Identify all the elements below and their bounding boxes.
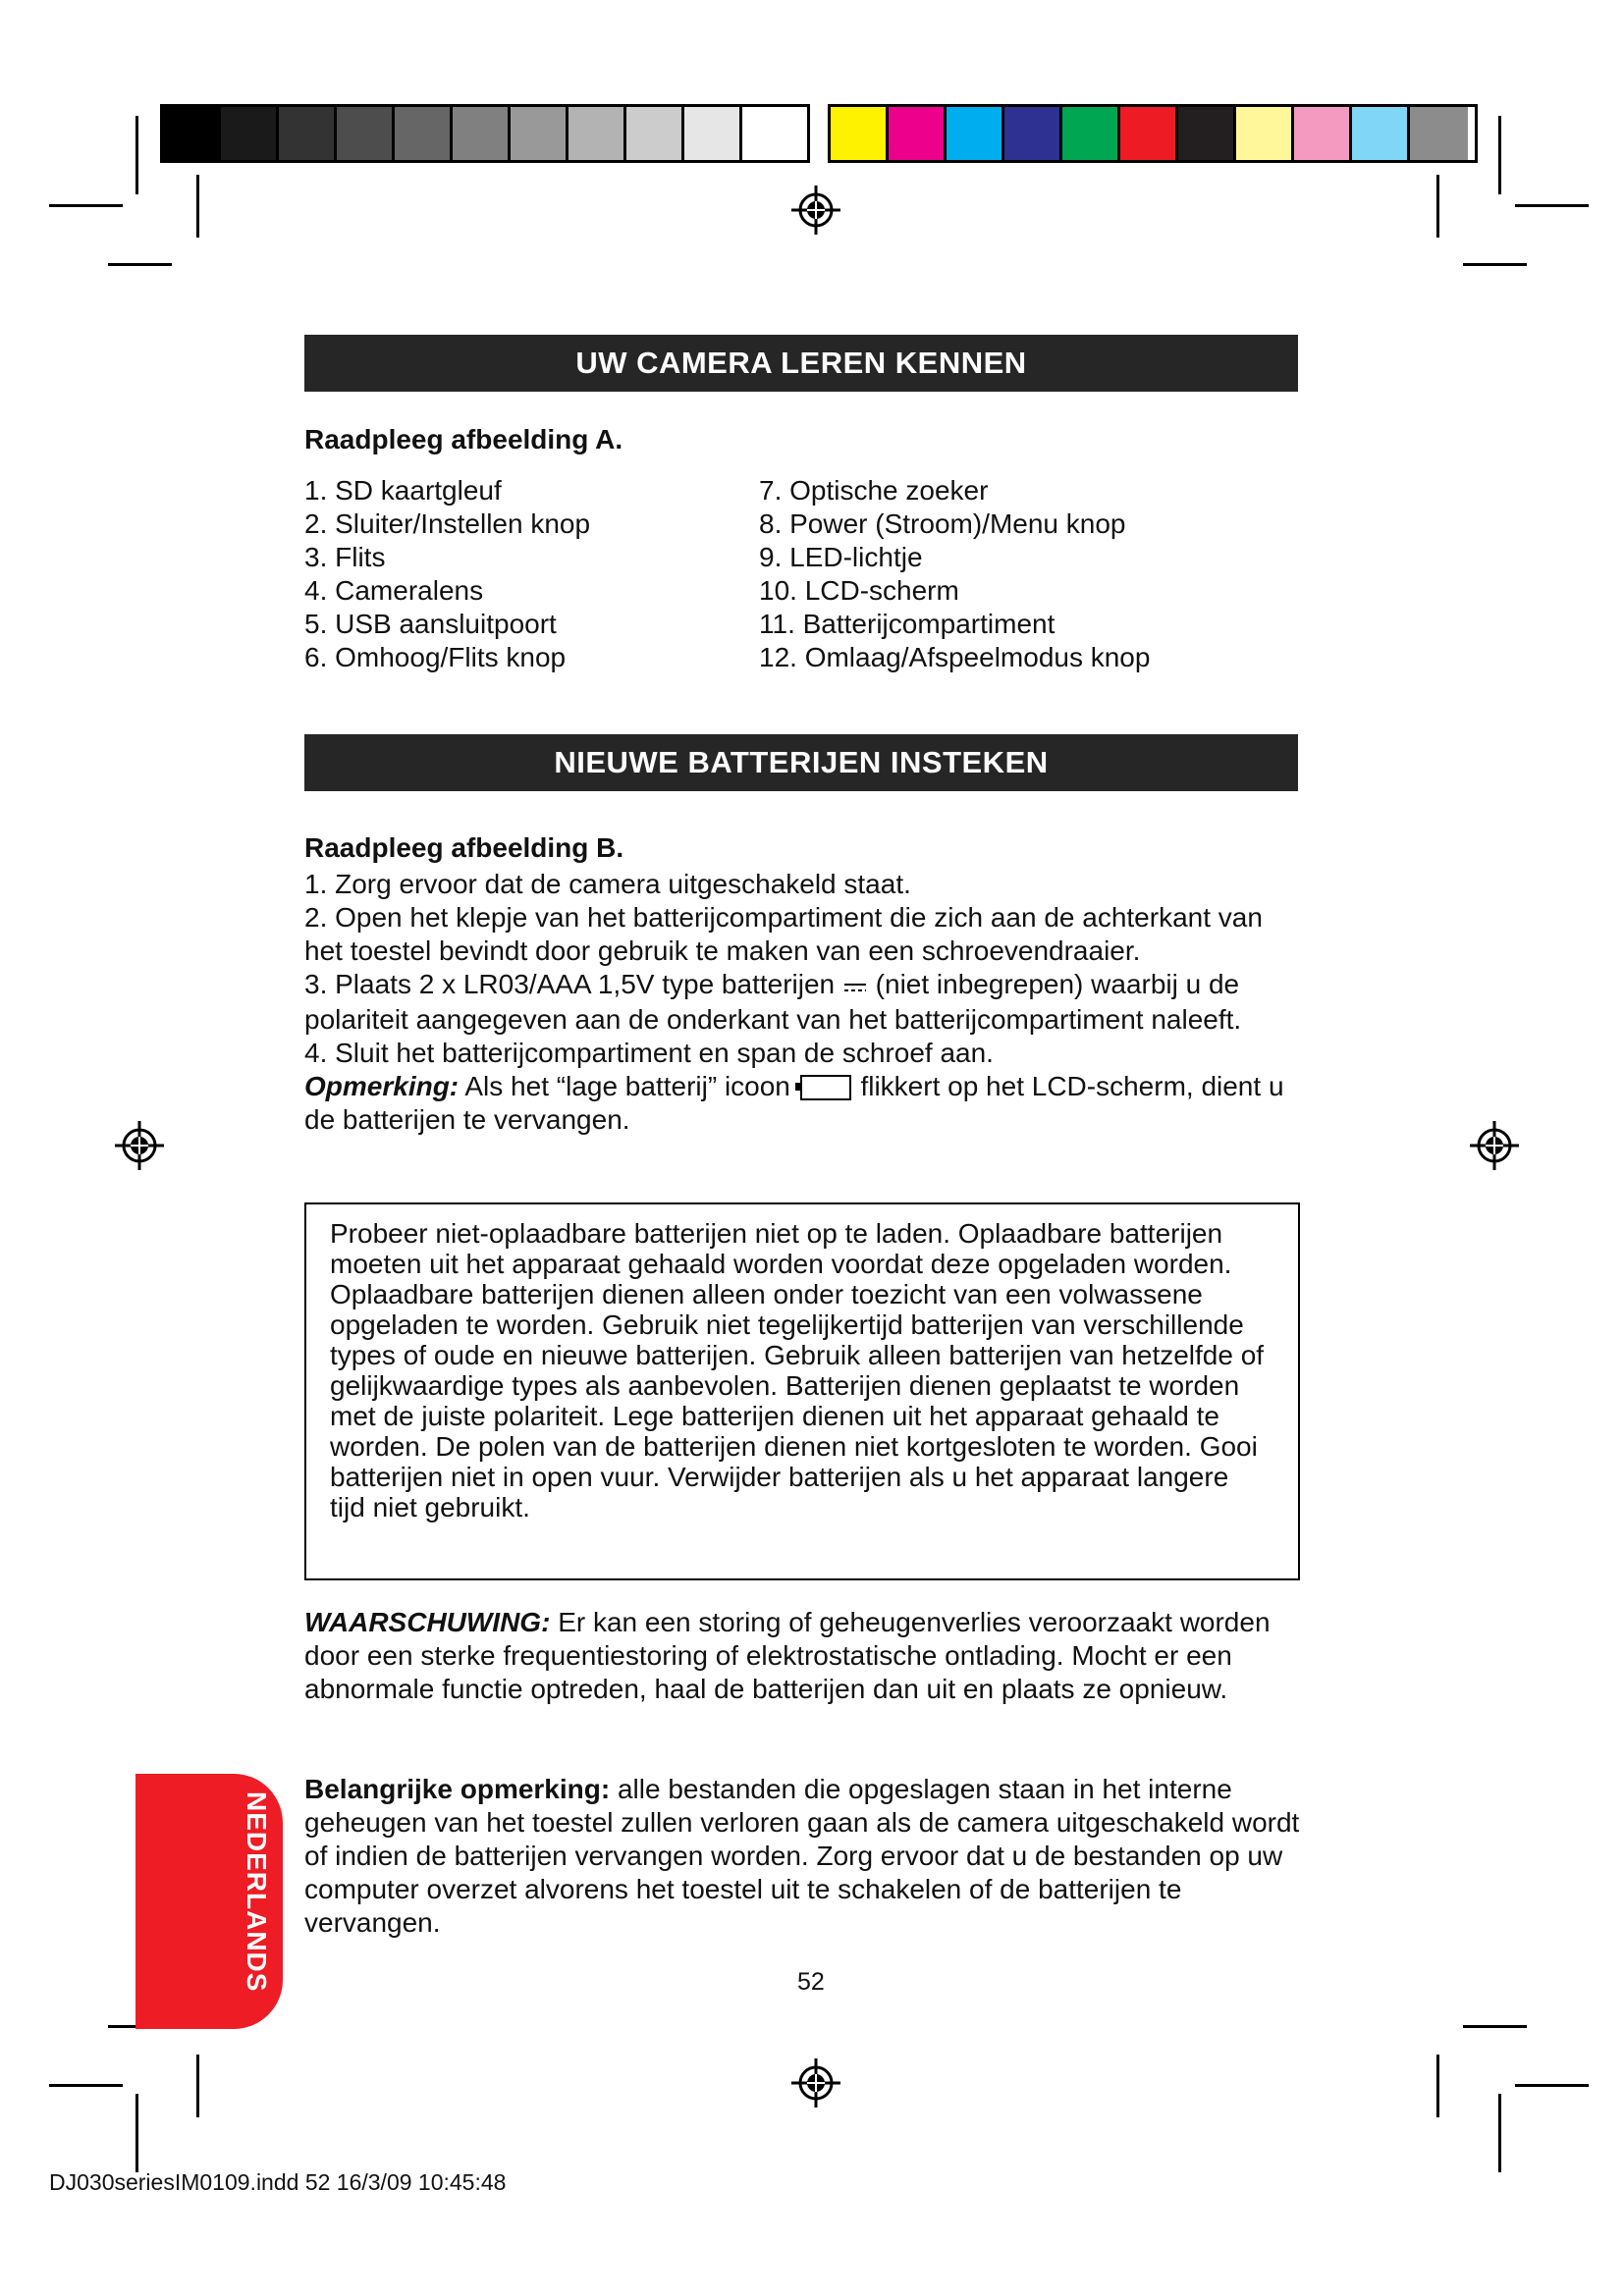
battery-safety-text: Probeer niet-oplaadbare batterijen niet op te laden. Oplaadbare batterijen moeten uit het apparaat gehaald worden voordat deze opgeladen worden. Oplaadbare batterijen dienen alleen onder toezicht van een volwassene opgeladen te worden. Gebruik niet tegelijkertijd batterijen van verschillende types of oude en nieuwe batterijen. Gebruik alleen batterijen van hetzelfde of gelijkwaardige types als aanbevolen. Batterijen dienen geplaatst te worden met de juiste polariteit. Lege batterijen dienen uit het apparaat gehaald te worden. De polen van de batterijen dienen niet kortgesloten te worden. Gooi batterijen niet in open vuur. Verwijder batterijen als u het apparaat langere tijd niet gebruikt. [330, 1218, 1265, 1522]
crop-mark [135, 2094, 138, 2172]
crop-mark [1463, 263, 1527, 266]
language-tab-label: NEDERLANDS [242, 1791, 272, 1993]
color-swatch [163, 107, 221, 160]
crop-mark [49, 204, 123, 207]
crop-mark [1515, 204, 1589, 207]
crop-mark [196, 2055, 199, 2117]
section-header-camera: UW CAMERA LEREN KENNEN [304, 335, 1298, 392]
crop-mark [1498, 116, 1501, 194]
color-swatch [337, 107, 395, 160]
battery-safety-box [304, 1202, 1300, 1580]
color-swatch [947, 107, 1004, 160]
battery-polarity-icon [842, 970, 868, 1003]
color-swatch [889, 107, 947, 160]
registration-mark-icon [113, 1119, 166, 1172]
crop-mark [1436, 175, 1439, 238]
color-swatch [1120, 107, 1178, 160]
parts-list-item: 11. Batterijcompartiment [759, 609, 1056, 639]
crop-mark [1515, 2084, 1589, 2087]
color-swatch [1062, 107, 1120, 160]
note [304, 1070, 1306, 1137]
note-text-a: Als het “lage batterij” icoon [464, 1070, 790, 1101]
registration-mark-icon [789, 2056, 842, 2109]
parts-list-item: 12. Omlaag/Afspeelmodus knop [759, 642, 1151, 672]
print-slug: DJ030seriesIM0109.indd 52 16/3/09 10:45:48 [49, 2169, 507, 2195]
step-1: 1. Zorg ervoor dat de camera uitgeschakeld staat. [304, 869, 911, 899]
parts-list-item: 8. Power (Stroom)/Menu knop [759, 508, 1126, 539]
parts-list-item: 4. Cameralens [304, 575, 484, 606]
subhead-figure-b: Raadpleeg afbeelding B. [304, 832, 624, 863]
color-swatch [279, 107, 337, 160]
parts-list-item: 10. LCD-scherm [759, 575, 959, 606]
crop-mark [49, 2084, 123, 2087]
warning-label: WAARSCHUWING: [304, 1607, 551, 1637]
page-number: 52 [797, 1968, 825, 1996]
step-4: 4. Sluit het batterijcompartiment en span de schroef aan. [304, 1037, 994, 1068]
color-swatch [1294, 107, 1352, 160]
color-swatch [1352, 107, 1410, 160]
warning-text: Er kan een storing of geheugenverlies veroorzaakt worden door een sterke frequentiestoring of elektrostatische ontlading. Mocht er een abnormale functie optreden, haal de batterijen dan uit en plaats ze opnieuw. [304, 1607, 1271, 1704]
parts-list-item: 1. SD kaartgleuf [304, 475, 502, 506]
parts-list-item: 3. Flits [304, 542, 386, 572]
important-text: alle bestanden die opgeslagen staan in het interne geheugen van het toestel zullen verloren gaan als de camera uitgeschakeld wordt of indien de batterijen vervangen worden. Zorg ervoor dat u de bestanden op uw computer overzet alvorens het toestel uit te schakelen of de batterijen te vervangen. [304, 1774, 1300, 1938]
color-swatch [1410, 107, 1468, 160]
crop-mark [1436, 2055, 1439, 2117]
important-label: Belangrijke opmerking: [304, 1774, 611, 1804]
color-swatch [453, 107, 511, 160]
color-swatch [742, 107, 800, 160]
section-header-batteries: NIEUWE BATTERIJEN INSTEKEN [304, 734, 1298, 791]
low-battery-icon [800, 1075, 851, 1100]
important-paragraph [304, 1773, 1306, 1940]
warning-paragraph [304, 1606, 1286, 1706]
color-swatch [684, 107, 742, 160]
color-swatch [1236, 107, 1294, 160]
note-label: Opmerking: [304, 1070, 460, 1101]
subhead-figure-a: Raadpleeg afbeelding A. [304, 424, 623, 454]
process-color-bar [828, 104, 1478, 163]
color-swatch [221, 107, 279, 160]
note-text-b: flikkert op het LCD-scherm, dient u de batterijen te vervangen. [304, 1070, 1284, 1135]
step-3 [304, 968, 1306, 1037]
color-swatch [511, 107, 568, 160]
crop-mark [1463, 2025, 1527, 2028]
parts-list-item: 5. USB aansluitpoort [304, 609, 557, 639]
color-swatch [626, 107, 684, 160]
registration-mark-icon [789, 184, 842, 237]
color-swatch [831, 107, 889, 160]
color-swatch [395, 107, 453, 160]
parts-list-item: 7. Optische zoeker [759, 475, 989, 506]
step-3-text-a: 3. Plaats 2 x LR03/AAA 1,5V type batterijen [304, 969, 836, 999]
grayscale-color-bar [160, 104, 810, 163]
step-2: 2. Open het klepje van het batterijcompartiment die zich aan de achterkant van het toestel bevindt door gebruik te maken van een schroevendraaier. [304, 902, 1263, 966]
color-swatch [1004, 107, 1062, 160]
battery-instructions [304, 868, 1306, 1137]
color-swatch [1178, 107, 1236, 160]
registration-mark-icon [1468, 1119, 1521, 1172]
color-swatch [568, 107, 626, 160]
parts-list-item: 2. Sluiter/Instellen knop [304, 508, 591, 539]
crop-mark [1498, 2094, 1501, 2172]
crop-mark [108, 263, 172, 266]
parts-list-item: 9. LED-lichtje [759, 542, 923, 572]
crop-mark [196, 175, 199, 238]
crop-mark [135, 116, 138, 194]
step-3-text-b: (niet inbegrepen) waarbij u de polariteit aangegeven aan de onderkant van het batterijcompartiment naleeft. [304, 969, 1242, 1035]
parts-list-left [304, 474, 590, 674]
parts-list-item: 6. Omhoog/Flits knop [304, 642, 567, 672]
parts-list-right [759, 474, 1150, 674]
